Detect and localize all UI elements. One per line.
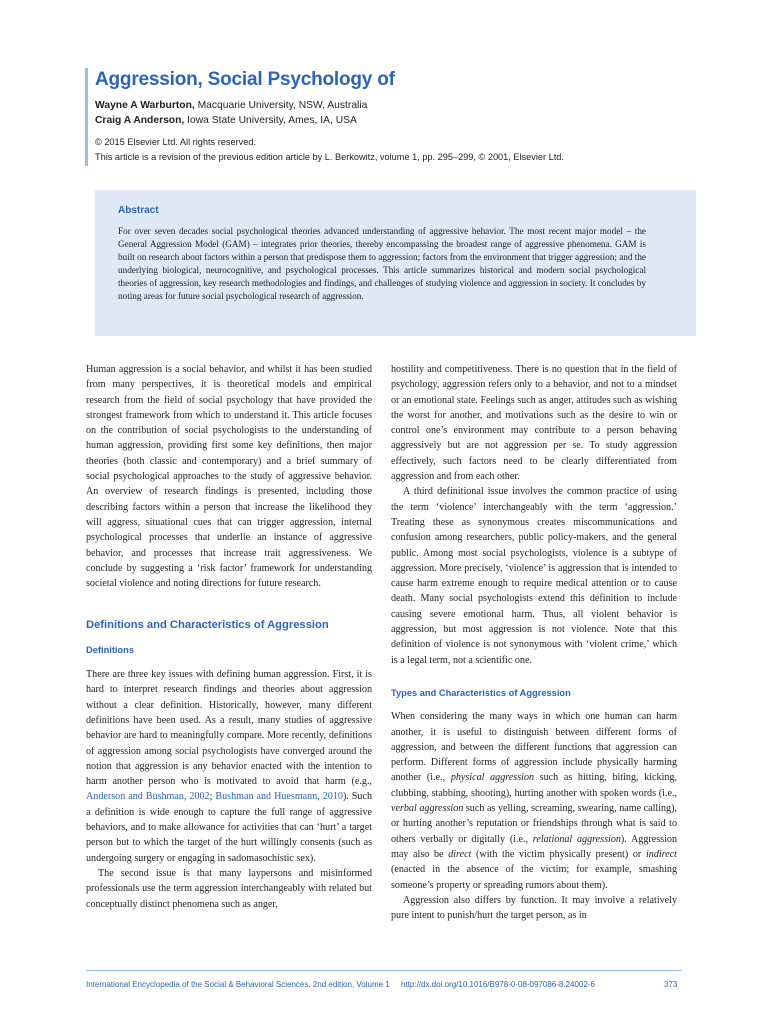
- author-name: Craig A Anderson,: [95, 115, 185, 126]
- citation-link[interactable]: Bushman and Huesmann, 2010: [215, 791, 343, 803]
- definitions-paragraph: The second issue is that many laypersons and misinformed professionals use the term aggression interchangeably with related but conceptually distinct phenomena such as anger,: [86, 867, 372, 910]
- rights-block: [95, 135, 564, 165]
- types-paragraph: [391, 709, 677, 893]
- paragraph-text: ). Aggression may also be: [391, 833, 677, 860]
- author-line: [95, 113, 367, 128]
- doi-link[interactable]: http://dx.doi.org/10.1016/B978-0-08-097086-8.24002-6: [401, 980, 595, 989]
- author-name: Wayne A Warburton,: [95, 100, 195, 111]
- author-affiliation: Iowa State University, Ames, IA, USA: [184, 115, 357, 126]
- left-column: [86, 362, 372, 912]
- paragraph-text: (enacted in the absence of the victim; for example, smashing someone’s property or spreading rumors about them).: [391, 864, 677, 891]
- author-line: [95, 98, 367, 113]
- term-verbal-aggression: verbal aggression: [391, 803, 464, 815]
- citation-link[interactable]: Anderson and Bushman, 2002: [86, 791, 210, 803]
- term-direct: direct: [448, 848, 472, 860]
- article-title: Aggression, Social Psychology of: [95, 69, 395, 90]
- paragraph-text: such as yelling, screaming, swearing, name calling), or hurting another’s reputation or friendships through what is said to others verbally or digitally (i.e.,: [391, 803, 677, 845]
- page-number: 373: [664, 980, 678, 989]
- revision-note: This article is a revision of the previous edition article by L. Berkowitz, volume 1, pp. 295–299, © 2001, Elsevier Ltd.: [95, 152, 564, 162]
- paragraph-text: (with the victim physically present) or: [471, 848, 646, 860]
- footer-source: International Encyclopedia of the Social & Behavioral Sciences, 2nd edition, Volume 1: [86, 980, 390, 989]
- section-heading: Definitions and Characteristics of Aggression: [86, 619, 329, 632]
- subsection-heading: Definitions: [86, 644, 135, 655]
- author-affiliation: Macquarie University, NSW, Australia: [194, 100, 368, 111]
- term-physical-aggression: physical aggression: [450, 772, 535, 784]
- definitions-paragraph: [86, 667, 372, 866]
- footer-rule: [86, 970, 681, 971]
- paragraph-text: such as hitting, biting, kicking, clubbing, stabbing, shooting), hurting another with spoken words (i.e.,: [391, 772, 678, 799]
- body-paragraph: Aggression also differs by function. It may involve a relatively pure intent to punish/hurt the target person, as in: [391, 894, 677, 922]
- intro-paragraph: Human aggression is a social behavior, and whilst it has been studied from many perspectives, it is theoretical models and empirical research from the field of social psychology that have provided the strongest framework from which to understand it. This article focuses on the contribution of social psychologists to the understanding of human aggression, providing first some key definitions, then major theories (both classic and contemporary) and a brief summary of social psychological approaches to the study of aggressive behavior. An overview of research findings is presented, including those describing factors within a person that increase the likelihood they will aggress, situational cues that can trigger aggression, internal psychological processes that underlie an instance of aggressive behavior, and processes that increase trait aggressiveness. We conclude by suggesting a ‘risk factor’ framework for understanding societal violence and noting directions for future research.: [86, 364, 372, 590]
- term-relational-aggression: relational aggression: [532, 833, 621, 845]
- paragraph-text: When considering the many ways in which one human can harm another, it is useful to distinguish between different forms of aggression, and between the different functions that aggression can perform. Different forms of aggression include physically harming another (i.e.,: [391, 711, 677, 784]
- copyright-line: © 2015 Elsevier Ltd. All rights reserved.: [95, 137, 256, 147]
- body-paragraph: hostility and competitiveness. There is no question that in the field of psychology, aggression refers only to a behavior, and not to a mindset or an emotional state. Feelings such as anger, attitudes such as wishing the worst for another, and motivations such as the desire to win or control one’s environment may contribute to a person behaving aggressively but are not aggression per se. To study aggression effectively, such factors need to be clearly differentiated from aggression and from each other.: [391, 364, 677, 483]
- paragraph-text: ). Such a definition is wide enough to capture the full range of aggressive behaviors, and to make allowance for activities that can ‘hurt’ a target person but to which the target of the hurt willingly consents (such as undergoing surgery or engaging in sadomasochistic sex).: [86, 791, 372, 864]
- paragraph-text: There are three key issues with defining human aggression. First, it is hard to interpret research findings and theories about aggression without a clear definition. Historically, however, many different definitions have been used. As a result, many studies of aggressive behavior are hard to meaningfully compare. More recently, definitions of aggression among social psychologists have converged around the notion that aggression is any behavior enacted with the intention to harm another person who is motivated to avoid that harm (e.g.,: [86, 669, 372, 788]
- title-accent-bar: [85, 68, 88, 166]
- subsection-heading: Types and Characteristics of Aggression: [391, 687, 571, 698]
- abstract-heading: Abstract: [118, 205, 159, 216]
- term-indirect: indirect: [645, 848, 677, 860]
- author-list: [95, 98, 367, 128]
- body-paragraph: A third definitional issue involves the common practice of using the term ‘violence’ interchangeably with the term ‘aggression.’ Treating these as synonymous creates miscommunications and confusion among researchers, public policy-makers, and the general public. Among most social psychologists, violence is a subtype of aggression. More precisely, ‘violence’ is aggression that is intended to cause harm extreme enough to require medical attention or to cause death. Many social psychologists extend this definition to include causing severe emotional harm. Thus, all violent behavior is aggression, but most aggression is not violence. Note that this definition of violence is not synonymous with ‘violent crime,’ which is a legal term, not a scientific one.: [391, 486, 677, 666]
- right-column: [391, 362, 677, 923]
- citation-separator: ;: [209, 791, 216, 803]
- abstract-text: For over seven decades social psychological theories advanced understanding of aggressive behavior. The most recent major model – the General Aggression Model (GAM) – integrates prior theories, thereby encompassing the broadest range of aggressive phenomena. GAM is built on research about factors within a person that predispose them to aggression; factors from the environment that trigger aggression; and the underlying biological, neurocognitive, and psychological processes. This article summarizes historical and modern social psychological theories of aggression, key research methodologies and findings, and challenges of studying violence and aggression in society. It concludes by noting areas for future social psychological research of aggression.: [118, 226, 646, 301]
